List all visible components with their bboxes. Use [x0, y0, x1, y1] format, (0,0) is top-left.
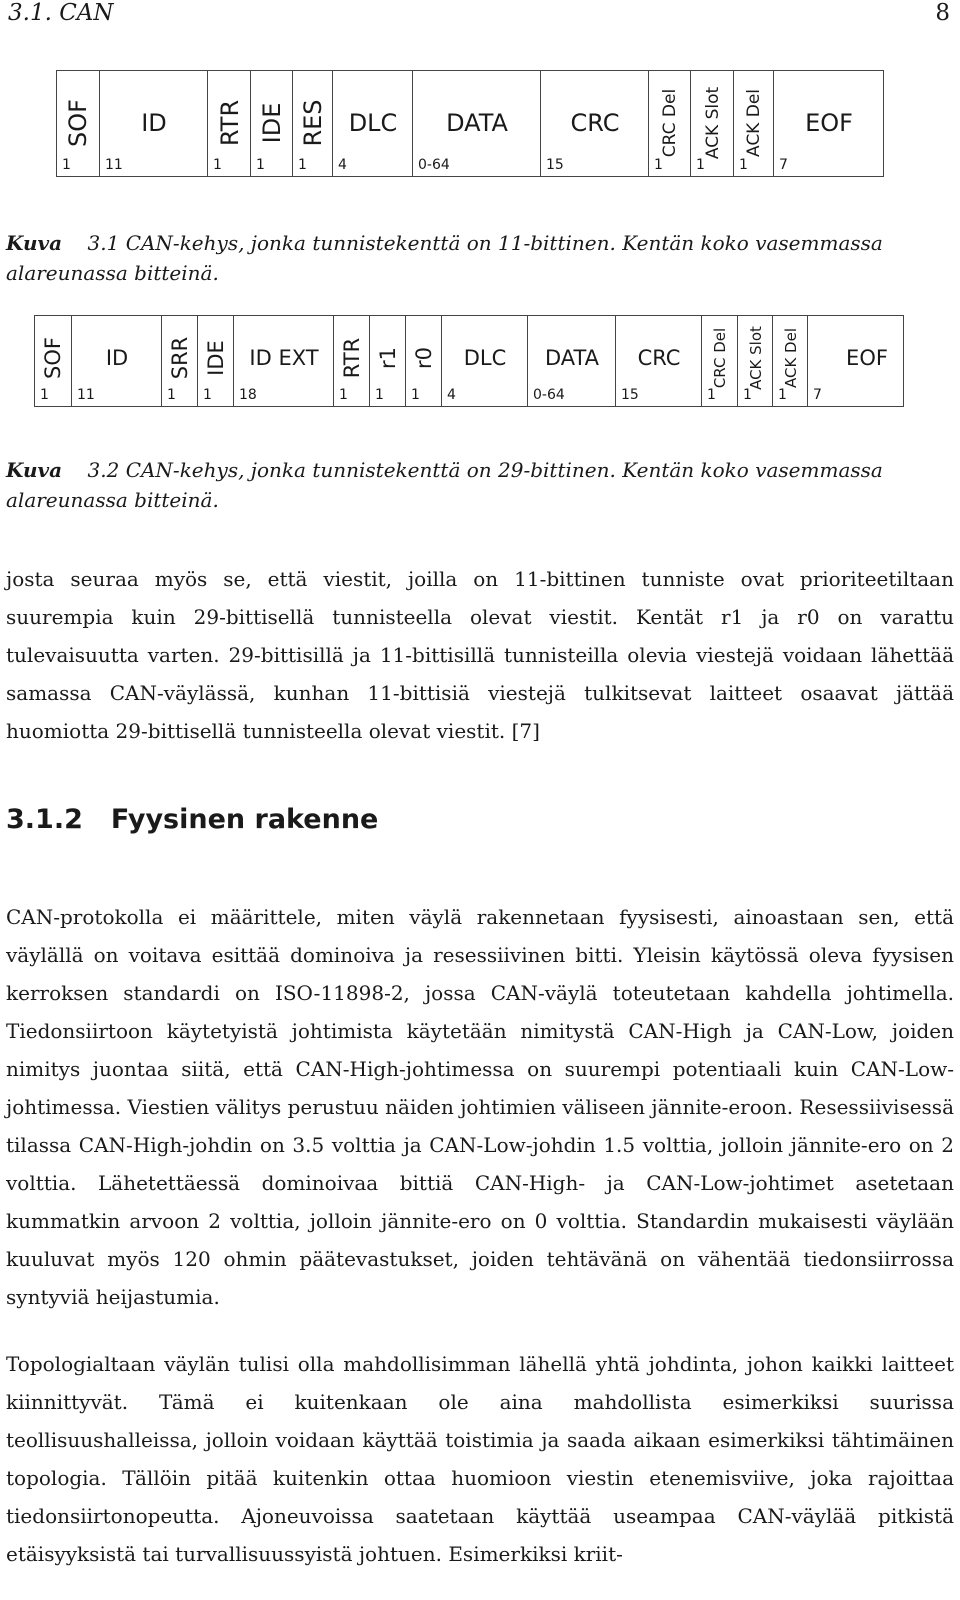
field-name: CRC: [570, 109, 620, 137]
caption-text: CAN-kehys, jonka tunnistekenttä on 29-bittinen. Kentän koko vasemmassa alareunassa bitteinä.: [6, 458, 883, 512]
field-size: 1: [298, 157, 307, 173]
field-size: 4: [338, 157, 347, 173]
field-name: ACK Del: [781, 327, 800, 389]
field-size: 1: [40, 387, 49, 403]
field-size: 7: [779, 157, 788, 173]
page-number: 8: [935, 0, 950, 26]
field-name: CRC Del: [711, 327, 729, 389]
frame-field-dlc: [441, 316, 528, 406]
field-name: DATA: [446, 109, 508, 137]
section-heading: [6, 804, 378, 835]
field-name: EOF: [805, 109, 853, 137]
frame-field-crc-del: [648, 71, 691, 176]
field-name: IDE: [258, 102, 286, 144]
field-name: SOF: [41, 337, 65, 379]
field-size: 1: [696, 157, 705, 173]
figure-caption-3-1: [6, 228, 954, 288]
field-name: CRC: [637, 346, 681, 370]
frame-field-r1: [369, 316, 406, 406]
field-name: r1: [376, 347, 400, 369]
section-title: Fyysinen rakenne: [110, 804, 379, 835]
frame-field-ide: [197, 316, 234, 406]
field-size: 1: [654, 157, 663, 173]
body-paragraph: CAN-protokolla ei määrittele, miten väylä rakennetaan fyysisesti, ainoastaan sen, että väylällä on voitava esittää dominoiva ja resessiivinen bitti. Yleisin käytössä oleva fyysisen kerroksen standardi on ISO-11898-2, jossa CAN-väylä toteutetaan kahdella johtimella. Tiedonsiirtoon käytetyistä johtimista käytetään nimitystä CAN-High ja CAN-Low, joiden nimitys juontaa siitä, että CAN-High-johtimessa on suurempi potentiaali kuin CAN-Low-johtimessa. Viestien välitys perustuu näiden johtimien väliseen jännite-eroon. Resessiivisessä tilassa CAN-High-johdin on 3.5 volttia ja CAN-Low-johdin 1.5 volttia, jolloin jännite-ero on 2 volttia. Lähetettäessä dominoivaa bittiä CAN-High- ja CAN-Low-johtimet asetetaan kummatkin arvoon 2 volttia, jolloin jännite-ero on 0 volttia. Standardin mukaisesti väylään kuuluvat myös 120 ohmin päätevastukset, joiden tehtävänä on vähentää tiedonsiirrossa syntyviä heijastumia.: [6, 905, 954, 1309]
frame-field-ack-del: [772, 316, 808, 406]
section-number: 3.1.2: [6, 804, 83, 835]
frame-field-data: [412, 71, 541, 176]
frame-field-id: [71, 316, 162, 406]
field-size: 1: [256, 157, 265, 173]
field-name: SOF: [64, 99, 92, 147]
field-name: ID: [105, 346, 129, 370]
field-name: RES: [299, 99, 327, 147]
field-size: 4: [447, 387, 456, 403]
field-name: r0: [412, 347, 436, 369]
caption-number: 3.2: [87, 458, 120, 482]
frame-field-srr: [161, 316, 198, 406]
field-size: 1: [339, 387, 348, 403]
running-section-title: 3.1. CAN: [8, 0, 114, 26]
field-name: ACK Slot: [746, 326, 765, 390]
field-size: 1: [62, 157, 71, 173]
caption-text: CAN-kehys, jonka tunnistekenttä on 11-bittinen. Kentän koko vasemmassa alareunassa bitteinä.: [6, 231, 883, 285]
can-frame-11bit-diagram: [56, 70, 884, 177]
field-name: DATA: [544, 346, 600, 370]
field-size: 1: [375, 387, 384, 403]
field-size: 11: [77, 387, 95, 403]
field-name: SRR: [168, 336, 192, 380]
field-size: 7: [813, 387, 822, 403]
field-name: ID: [141, 109, 167, 137]
frame-field-dlc: [332, 71, 413, 176]
field-size: 15: [621, 387, 639, 403]
caption-number: 3.1: [87, 231, 120, 255]
field-size: 1: [213, 157, 222, 173]
page-header: [0, 0, 960, 30]
frame-field-sof: [57, 71, 99, 176]
field-name: EOF: [846, 346, 888, 370]
body-paragraph: josta seuraa myös se, että viestit, joilla on 11-bittinen tunniste ovat prioriteetiltaan suurempia kuin 29-bittisellä tunnisteella olevat viestit. Kentät r1 ja r0 on varattu tulevaisuutta varten. 29-bittisillä ja 11-bittisillä tunnisteilla olevia viestejä voidaan lähettää samassa CAN-väylässä, kunhan 11-bittisiä viestejä tulkitsevat laitteet osaavat jättää huomiotta 29-bittisellä tunnisteella olevat viestit. [7]: [6, 567, 954, 743]
frame-field-id: [99, 71, 208, 176]
field-size: 1: [167, 387, 176, 403]
caption-label: Kuva: [6, 458, 63, 482]
can-frame-29bit-diagram: [34, 315, 904, 407]
field-name: IDE: [204, 340, 228, 376]
field-size: 1: [743, 387, 752, 403]
field-size: 18: [239, 387, 257, 403]
field-size: 0-64: [418, 157, 450, 173]
frame-field-crc: [540, 71, 649, 176]
field-name: ACK Del: [744, 88, 764, 158]
field-size: 1: [739, 157, 748, 173]
field-size: 15: [546, 157, 564, 173]
frame-field-rtr: [207, 71, 251, 176]
frame-field-crc: [615, 316, 702, 406]
frame-field-data: [527, 316, 616, 406]
frame-field-ack-slot: [737, 316, 773, 406]
frame-field-id-ext: [233, 316, 334, 406]
field-name: ACK Slot: [702, 86, 723, 160]
field-size: 1: [707, 387, 716, 403]
field-size: 11: [105, 157, 123, 173]
field-name: DLC: [348, 109, 398, 137]
frame-field-eof: [773, 71, 884, 176]
body-paragraph: Topologialtaan väylän tulisi olla mahdollisimman lähellä yhtä johdinta, johon kaikki laitteet kiinnittyvät. Tämä ei kuitenkaan ole aina mahdollista esimerkiksi suurissa teollisuushalleissa, jolloin voidaan käyttää toistimia ja saada aikaan esimerkiksi tähtimäinen topologia. Tällöin pitää kuitenkin ottaa huomioon viestin etenemisviive, joka rajoittaa tiedonsiirtonopeutta. Ajoneuvoissa saatetaan käyttää useampaa CAN-väylää pitkistä etäisyyksistä tai turvallisuussyistä johtuen. Esimerkiksi kriit-: [6, 1352, 954, 1566]
field-name: RTR: [215, 99, 244, 147]
figure-caption-3-2: [6, 455, 954, 515]
frame-field-eof: [807, 316, 926, 406]
field-name: RTR: [340, 337, 364, 379]
field-size: 1: [778, 387, 787, 403]
frame-field-res: [292, 71, 333, 176]
caption-label: Kuva: [6, 231, 63, 255]
frame-field-crc-del: [701, 316, 738, 406]
field-name: CRC Del: [660, 88, 680, 158]
frame-field-ide: [250, 71, 293, 176]
frame-field-ack-del: [733, 71, 774, 176]
frame-field-ack-slot: [690, 71, 734, 176]
frame-field-r0: [405, 316, 442, 406]
field-size: 1: [203, 387, 212, 403]
frame-field-sof: [35, 316, 71, 406]
field-name: DLC: [463, 346, 507, 370]
frame-field-rtr: [333, 316, 370, 406]
field-name: ID EXT: [249, 346, 319, 370]
field-size: 1: [411, 387, 420, 403]
field-size: 0-64: [533, 387, 565, 403]
